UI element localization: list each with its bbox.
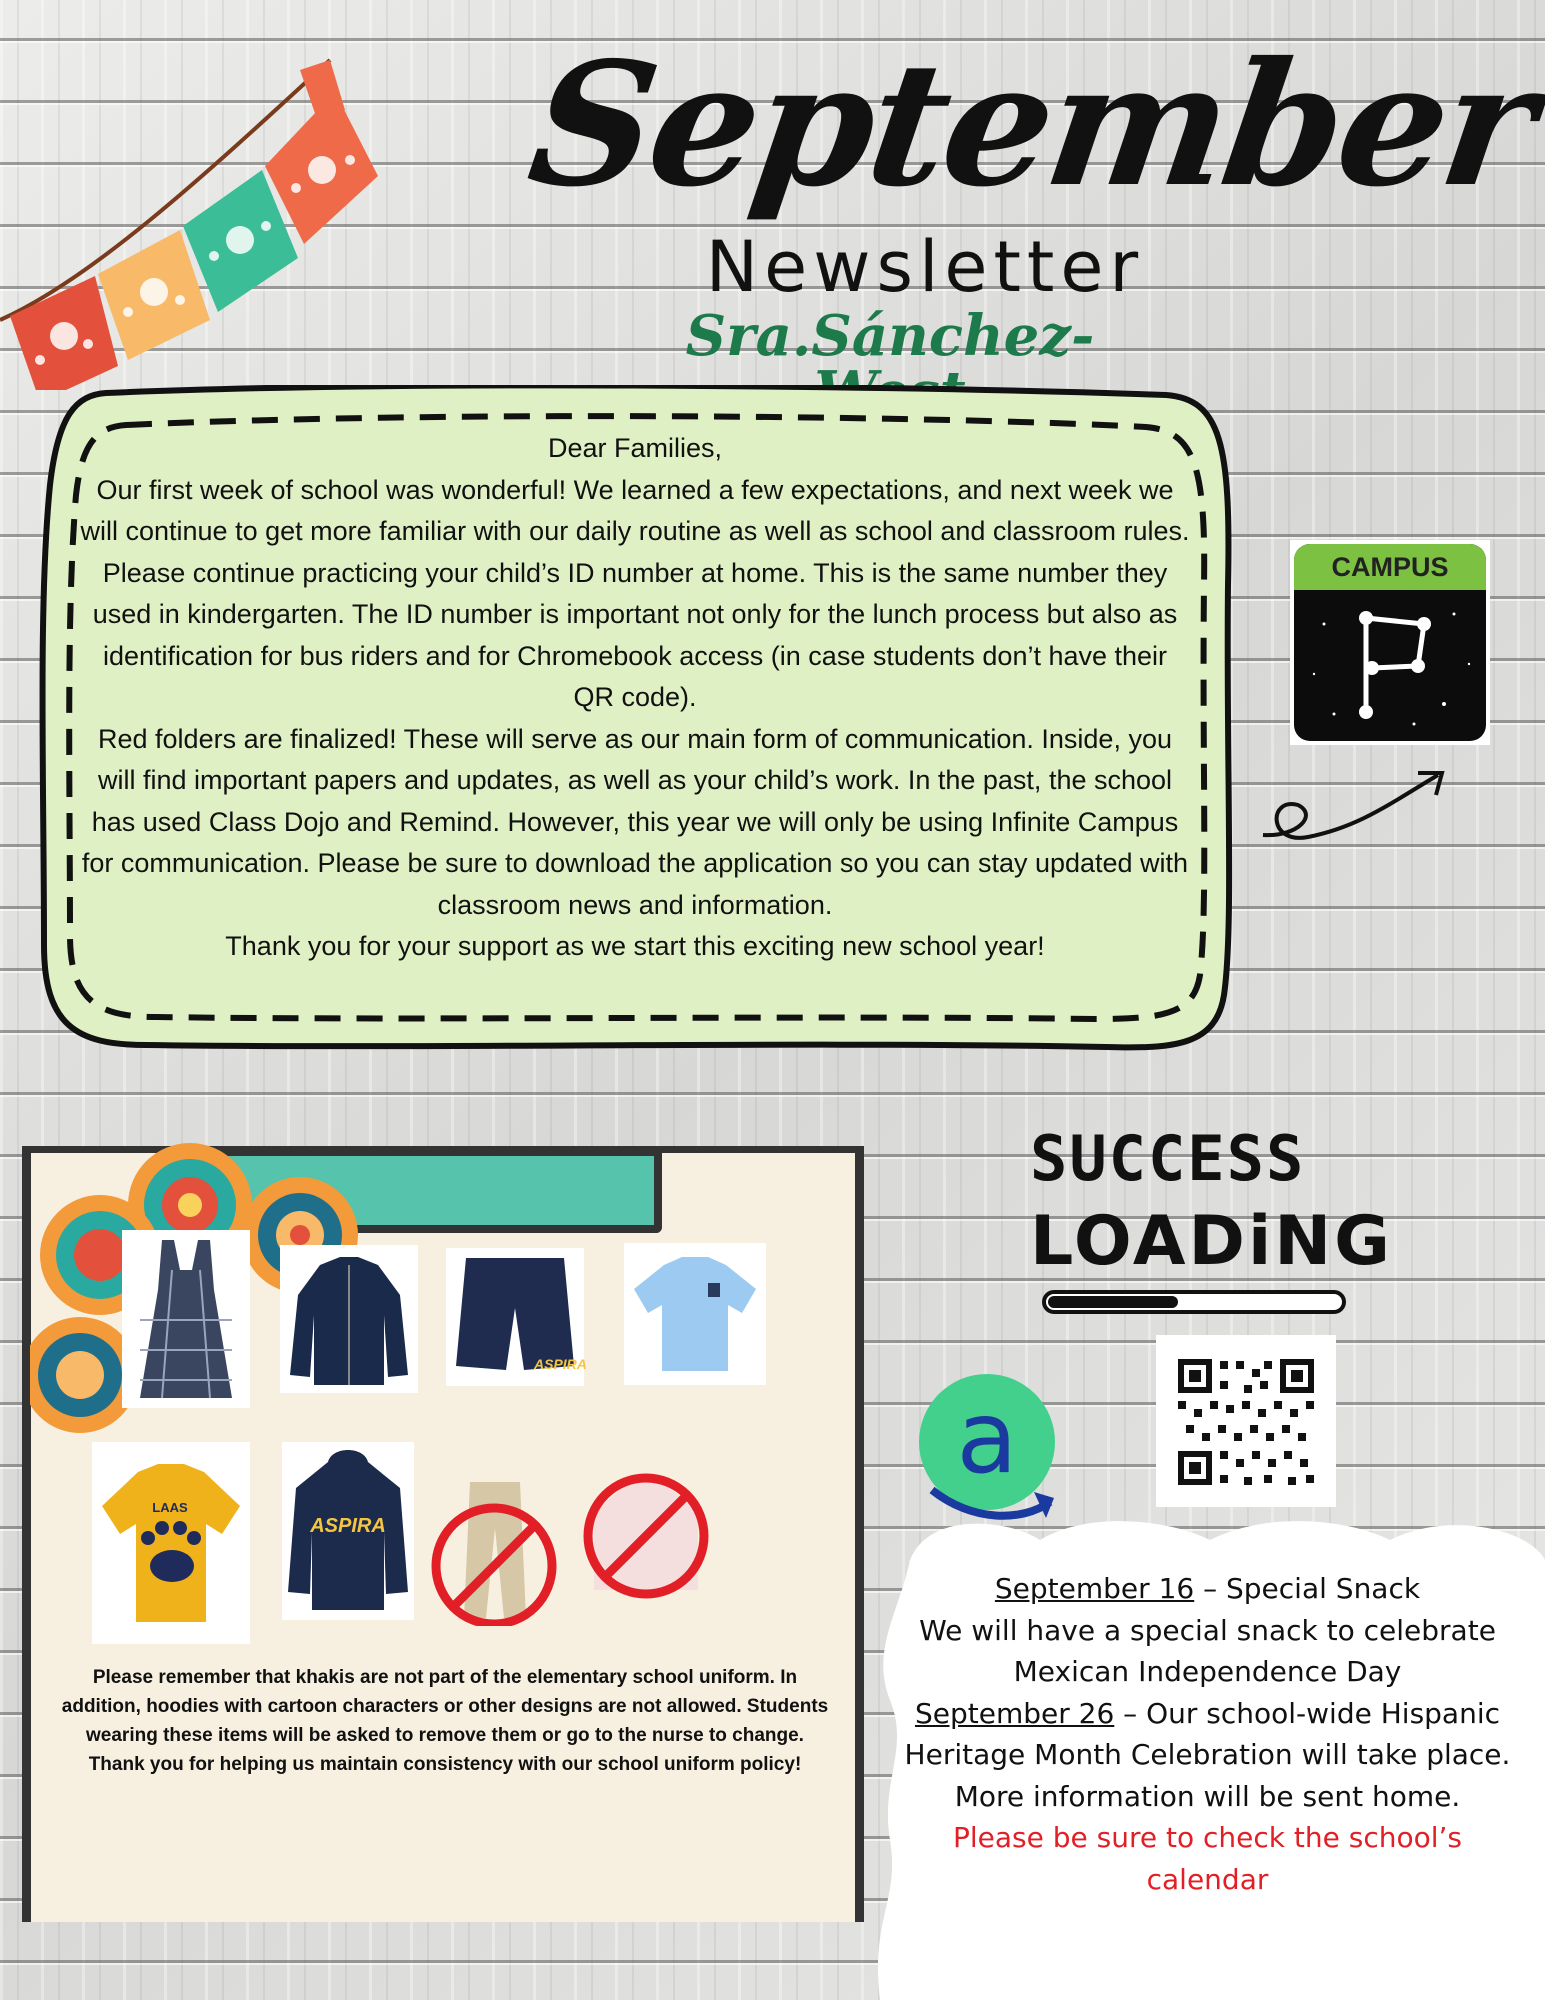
loading-heading: LOADiNG [1030,1202,1393,1281]
no-khakis-icon [428,1478,560,1626]
event-2 [900,1693,1515,1818]
teacher-name: Sra.Sánchez- [685,303,1095,369]
event-1-description: We will have a special snack to celebrate Mexican Independence Day [919,1613,1496,1688]
infinite-campus-icon [1294,544,1486,741]
yellow-paw-shirt-image [92,1442,250,1644]
loading-bar [1042,1288,1347,1316]
letter-paragraph-2: Please continue practicing your child’s ID number at home. This is the same number they used in kindergarten. The ID number is important not only for the lunch process but also as identification for bus riders and for Chromebook access (in case students don’t have their QR code). [92,557,1178,712]
light-blue-polo-image [624,1243,766,1385]
events-list [900,1568,1515,1948]
event-2-date: September 26 [914,1696,1115,1730]
calendar-reminder: Please be sure to check the school’s calendar [952,1821,1463,1896]
campus-label: CAMPUS [1331,552,1449,582]
swirl-arrow-icon [1258,765,1458,865]
newsletter-month-title: September [518,25,1544,225]
infinite-campus-logo [1290,540,1490,745]
letter-paragraph-1: Our first week of school was wonderful! We learned a few expectations, and next week we will continue to get more familiar with our daily routine as well as school and classroom rules. [80,474,1190,546]
shirt-logo-text: LAAS [152,1500,188,1515]
letter-paragraph-3: Red folders are finalized! These will serve as our main form of communication. Inside, you will find important papers and updates, as well as your child’s work. In the past, the school has used Class Dojo and Remind. However, this year we will only be using Infinite Campus for communication. Please be sure to download the application so you can stay updated with classroom news and information. [81,723,1189,920]
navy-jacket-image [280,1245,418,1393]
letter-body [80,428,1190,1028]
uniform-policy-note [60,1663,830,1843]
letter-paragraph-4: Thank you for your support as we start this exciting new school year! [225,931,1045,961]
svg-text:a: a [956,1379,1018,1496]
hoodie-logo-text: ASPIRA [310,1515,386,1537]
letter-greeting: Dear Families, [547,433,723,463]
qr-code [1156,1335,1336,1507]
plaid-jumper-image [122,1230,250,1408]
papel-picado-bunting [0,30,400,390]
event-2-description: – Our school-wide Hispanic Heritage Month Celebration will take place. More information will be sent home. [904,1696,1511,1813]
uniform-note-line-2: Thank you for helping us maintain consistency with our school uniform policy! [88,1754,802,1775]
event-1-title: – Special Snack [1194,1572,1421,1605]
shorts-logo-text: ASPIRA [534,1356,587,1372]
event-1-date: September 16 [994,1572,1195,1605]
newsletter-subtitle: Newsletter [705,226,1145,308]
event-1-heading [900,1568,1515,1610]
success-heading: SUCCESS [1030,1122,1306,1195]
uniform-note-line-1: Please remember that khakis are not part of the elementary school uniform. In addition, hoodies with cartoon characters or other designs are not allowed. Students wearing these items will be asked to remove them or go to the nurse to change. [61,1667,829,1746]
no-cartoon-hoodie-icon [580,1470,712,1602]
